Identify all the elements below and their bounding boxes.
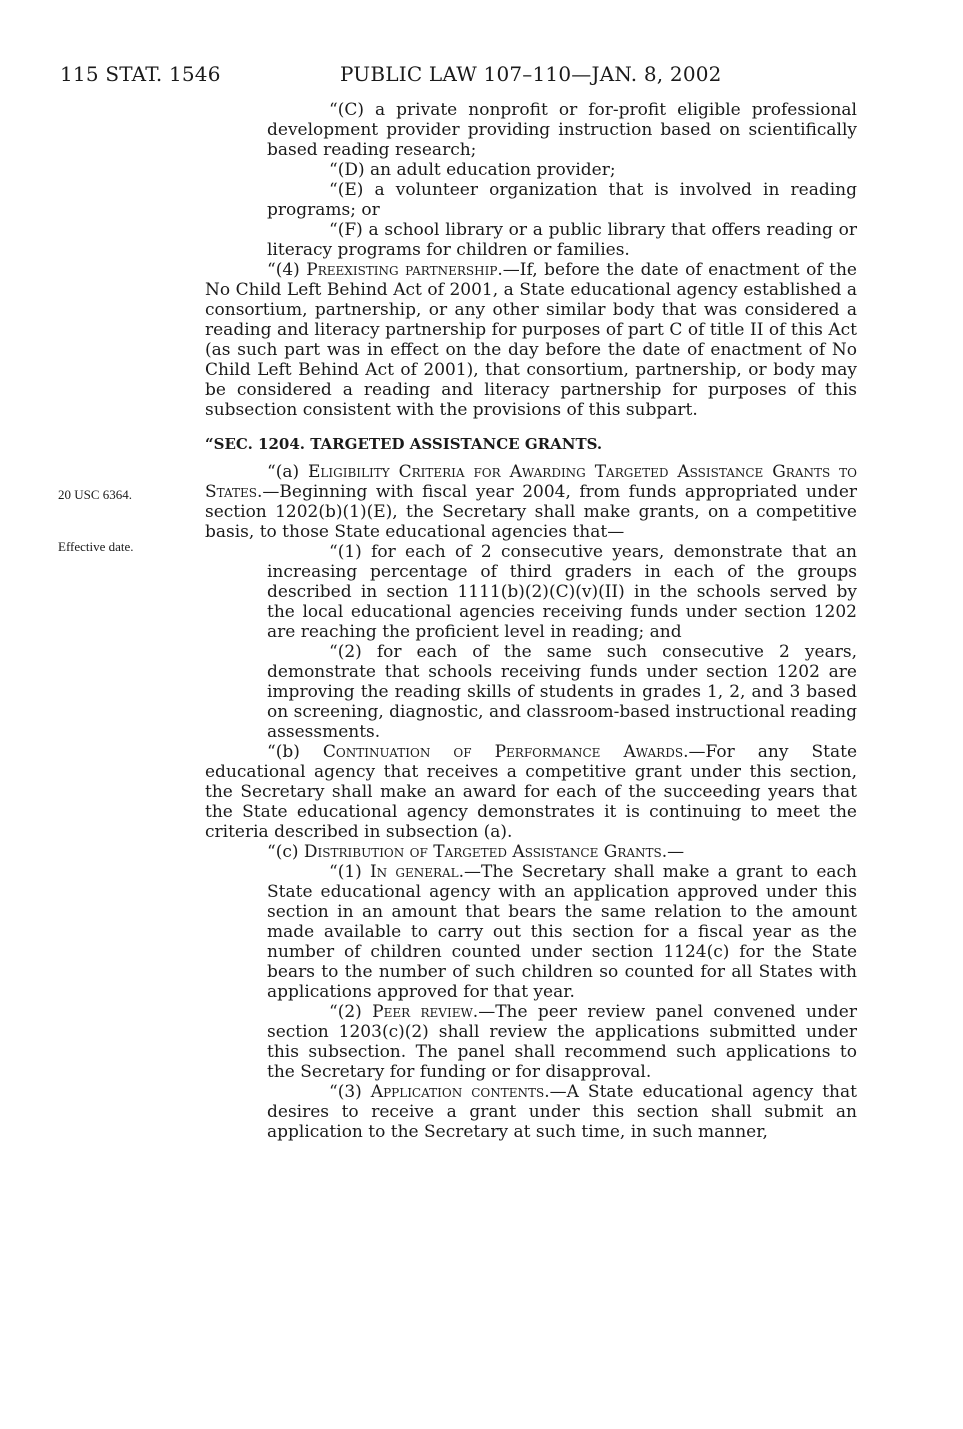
subsection-b-lead: “(b) xyxy=(267,742,323,762)
subsection-c-1-heading: In general xyxy=(369,862,459,882)
paragraph-e: “(E) a volunteer organization that is involved in reading programs; or xyxy=(267,180,857,220)
body-text xyxy=(205,100,857,1142)
paragraph-c: “(C) a private nonprofit or for-profit eligible professional development provider providing instruction based on scientifically based reading research; xyxy=(267,100,857,160)
statute-citation: 115 STAT. 1546 xyxy=(60,62,221,86)
margin-note-effective-date: Effective date. xyxy=(58,539,134,554)
subsection-a-text: .—Beginning with fiscal year 2004, from funds appropriated under section 1202(b)(1)(E), the Secretary shall make grants, on a competitive basis, to those State educational agencies that— xyxy=(205,482,857,542)
subsection-c-2-text: .—The peer review panel convened under section 1203(c)(2) shall review the applications submitted under this subsection. The panel shall recommend such applications to the Secretary for funding or for disapproval. xyxy=(267,1002,857,1082)
subsection-c-1-lead: “(1) xyxy=(329,862,370,882)
subsection-a-2: “(2) for each of the same such consecutive 2 years, demonstrate that schools receiving funds under section 1202 are improving the reading skills of students in grades 1, 2, and 3 based on screening, diagnostic, and classroom-based instructional reading assessments. xyxy=(267,642,857,742)
subsection-c-3-heading: Application contents xyxy=(370,1082,545,1102)
subsection-c-2-lead: “(2) xyxy=(329,1002,373,1022)
subsection-c-1 xyxy=(205,862,857,1002)
paragraph-4 xyxy=(205,260,857,420)
paragraph-d: “(D) an adult education provider; xyxy=(329,160,616,180)
paragraph-4-text: .—If, before the date of enactment of the No Child Left Behind Act of 2001, a State educational agency established a consortium, partnership, or any other similar body that was considered a reading and literacy partnership for purposes of part C of title II of this Act (as such part was in effect on the day before the date of enactment of No Child Left Behind Act of 2001), that consortium, partnership, or body may be considered a reading and literacy partnership for purposes of this subsection consistent with the provisions of this subpart. xyxy=(205,260,857,420)
subsection-b-heading: Continuation of Performance Awards xyxy=(322,742,684,762)
margin-note-usc: 20 USC 6364. xyxy=(58,487,133,502)
paragraph-f: “(F) a school library or a public library that offers reading or literacy programs for children or families. xyxy=(267,220,857,260)
paragraph-4-lead: “(4) xyxy=(267,260,307,280)
subsection-c-heading: Distribution of Targeted Assistance Grants xyxy=(303,842,662,862)
subsection-c xyxy=(205,842,857,862)
running-header: PUBLIC LAW 107–110—JAN. 8, 2002 xyxy=(340,62,722,86)
section-heading: “SEC. 1204. TARGETED ASSISTANCE GRANTS. xyxy=(205,435,603,453)
subsection-c-3 xyxy=(205,1082,857,1142)
subsection-b-text: .—For any State educational agency that receives a competitive grant under this section, the Secretary shall make an award for each of the succeeding years that the State educational agency demonstrates it is continuing to meet the criteria described in subsection (a). xyxy=(205,742,858,842)
subsection-c-lead: “(c) xyxy=(267,842,304,862)
subsection-a-1: “(1) for each of 2 consecutive years, demonstrate that an increasing percentage of third graders in each of the groups described in section 1111(b)(2)(C)(v)(II) in the schools served by the local educational agencies receiving funds under section 1202 are reaching the proficient level in reading; and xyxy=(267,542,857,642)
subsection-c-2 xyxy=(205,1002,857,1082)
subsection-a-heading: Eligibility Criteria for Awarding Targeted Assistance Grants to States xyxy=(205,462,857,502)
subsection-a-lead: “(a) xyxy=(267,462,309,482)
subsection-c-2-heading: Peer review xyxy=(372,1002,473,1022)
subsection-b xyxy=(205,742,857,842)
subsection-c-text: .— xyxy=(661,842,685,862)
subsection-c-3-lead: “(3) xyxy=(329,1082,371,1102)
subsection-c-1-text: .—The Secretary shall make a grant to each State educational agency with an application approved under this section in an amount that bears the same relation to the amount made available to carry out this section for a fiscal year as the number of children counted under section 1124(c) for the State bears to the number of such children so counted for all States with applications approved for that year. xyxy=(267,862,857,1002)
subsection-c-3-text: .—A State educational agency that desires to receive a grant under this section shall submit an application to the Secretary at such time, in such manner, xyxy=(267,1082,857,1142)
paragraph-4-heading: Preexisting partnership xyxy=(306,260,498,280)
subsection-a xyxy=(205,462,857,542)
